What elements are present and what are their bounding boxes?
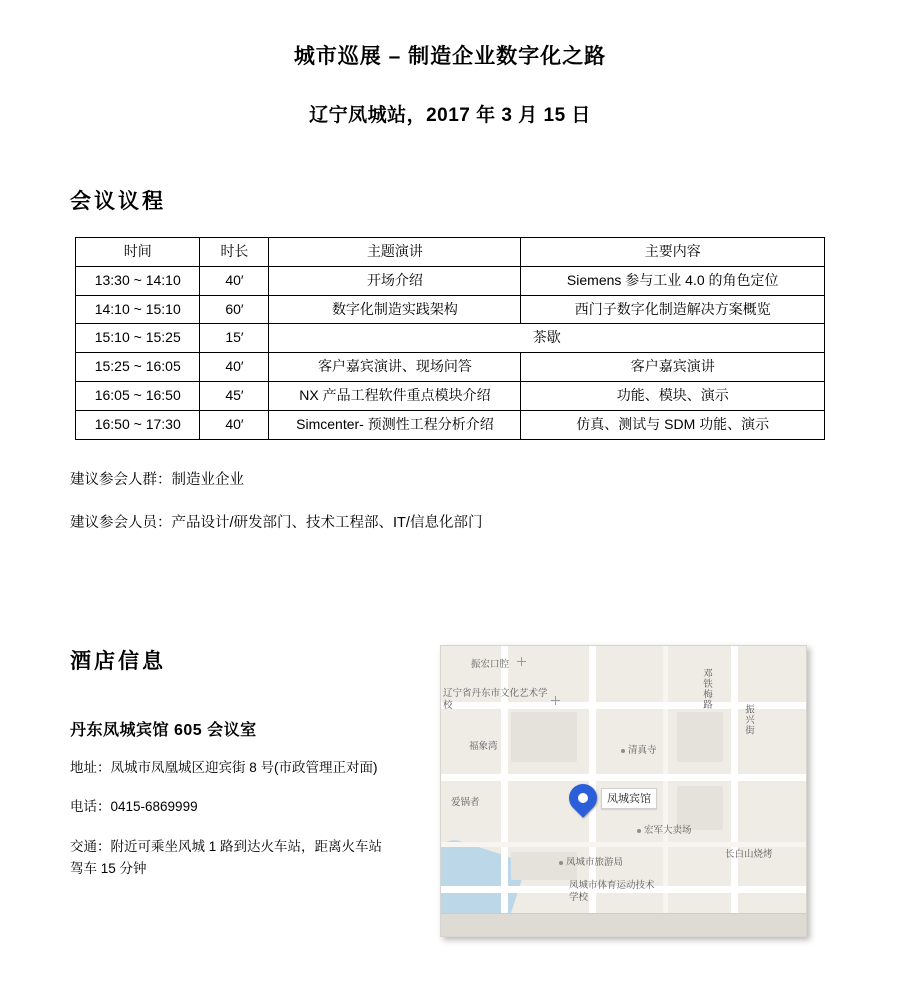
table-row [76,324,825,353]
cell-topic: Simcenter- 预测性工程分析介绍 [269,410,521,439]
map-building-block [677,712,723,762]
agenda-table-wrapper [75,237,825,440]
map-road-vertical [731,645,738,937]
map-poi-dot [621,749,625,753]
cell-topic: 数字化制造实践架构 [269,295,521,324]
cell-time: 15:10 ~ 15:25 [76,324,200,353]
map-poi-label [637,822,692,836]
map-marker-label: 凤城宾馆 [601,788,657,809]
hotel-transport: 交通：附近可乘坐风城 1 路到达火车站，距离火车站驾车 15 分钟 [70,838,383,876]
cell-time: 13:30 ~ 14:10 [76,266,200,295]
map-canvas [441,646,806,936]
table-row [76,295,825,324]
map-poi-label: 凤城市体育运动技术学校 [569,880,655,903]
audience-note: 建议参会人群：制造业企业 [70,471,244,488]
map-street-label: 振兴街 [743,704,754,736]
map-poi-dot [559,861,563,865]
cell-topic-merged: 茶歇 [269,324,825,353]
map-poi-label: 振宏口腔 [471,659,510,670]
page-subtitle: 辽宁凤城站，2017 年 3 月 15 日 [309,105,591,126]
cell-duration: 45′ [200,381,269,410]
table-row [76,381,825,410]
map-poi-text: 宏军大卖场 [644,825,692,836]
map-poi-label [621,742,657,756]
cell-time: 16:50 ~ 17:30 [76,410,200,439]
cell-content: 仿真、测试与 SDM 功能、演示 [521,410,825,439]
map-poi-label [559,854,623,868]
cell-content: 西门子数字化制造解决方案概览 [521,295,825,324]
cell-content: 功能、模块、演示 [521,381,825,410]
map-building-block [511,712,577,762]
map-poi-label: 长白山烧烤 [725,849,773,860]
cell-time: 14:10 ~ 15:10 [76,295,200,324]
cell-duration: 40′ [200,266,269,295]
map-road-vertical [663,645,668,937]
table-header-row [76,238,825,267]
cell-content: Siemens 参与工业 4.0 的角色定位 [521,266,825,295]
hotel-name: 丹东凤城宾馆 605 会议室 [70,722,257,739]
hotel-location-map[interactable] [440,645,807,937]
map-road-horizontal [440,774,807,781]
table-row [76,353,825,382]
map-bottom-strip [441,913,806,936]
map-poi-text: 清真寺 [628,745,657,756]
column-header-time: 时间 [76,238,200,267]
cell-topic: 开场介绍 [269,266,521,295]
map-street-label: 邓铁梅路 [701,668,712,710]
cell-topic: 客户嘉宾演讲、现场问答 [269,353,521,382]
column-header-content: 主要内容 [521,238,825,267]
map-poi-label: 辽宁省丹东市文化艺术学校 [443,688,548,711]
cell-duration: 15′ [200,324,269,353]
hotel-info-section [70,645,420,880]
cell-time: 16:05 ~ 16:50 [76,381,200,410]
agenda-table [75,237,825,440]
table-row [76,266,825,295]
attendee-note: 建议参会人员：产品设计/研发部门、技术工程部、IT/信息化部门 [70,514,483,531]
map-poi-dot [637,829,641,833]
cell-time: 15:25 ~ 16:05 [76,353,200,382]
column-header-duration: 时长 [200,238,269,267]
cell-topic: NX 产品工程软件重点模块介绍 [269,381,521,410]
cell-content: 客户嘉宾演讲 [521,353,825,382]
hotel-heading: 酒店信息 [70,650,166,673]
map-poi-text: 凤城市旅游局 [566,857,624,868]
agenda-heading: 会议议程 [70,190,166,213]
cell-duration: 40′ [200,353,269,382]
map-hospital-icon [517,657,526,666]
page-title: 城市巡展 – 制造企业数字化之路 [293,45,607,68]
hotel-address: 地址：凤城市凤凰城区迎宾街 8 号(市政管理正对面) [70,760,378,775]
table-row [76,410,825,439]
map-pin-icon [563,778,603,818]
cell-duration: 60′ [200,295,269,324]
map-location-marker[interactable] [569,784,599,824]
map-landmark-icon [551,696,560,705]
hotel-phone: 电话：0415-6869999 [70,799,198,815]
cell-duration: 40′ [200,410,269,439]
map-poi-label: 福象湾 [469,741,498,752]
column-header-topic: 主题演讲 [269,238,521,267]
map-poi-label: 爱锅者 [451,797,480,808]
